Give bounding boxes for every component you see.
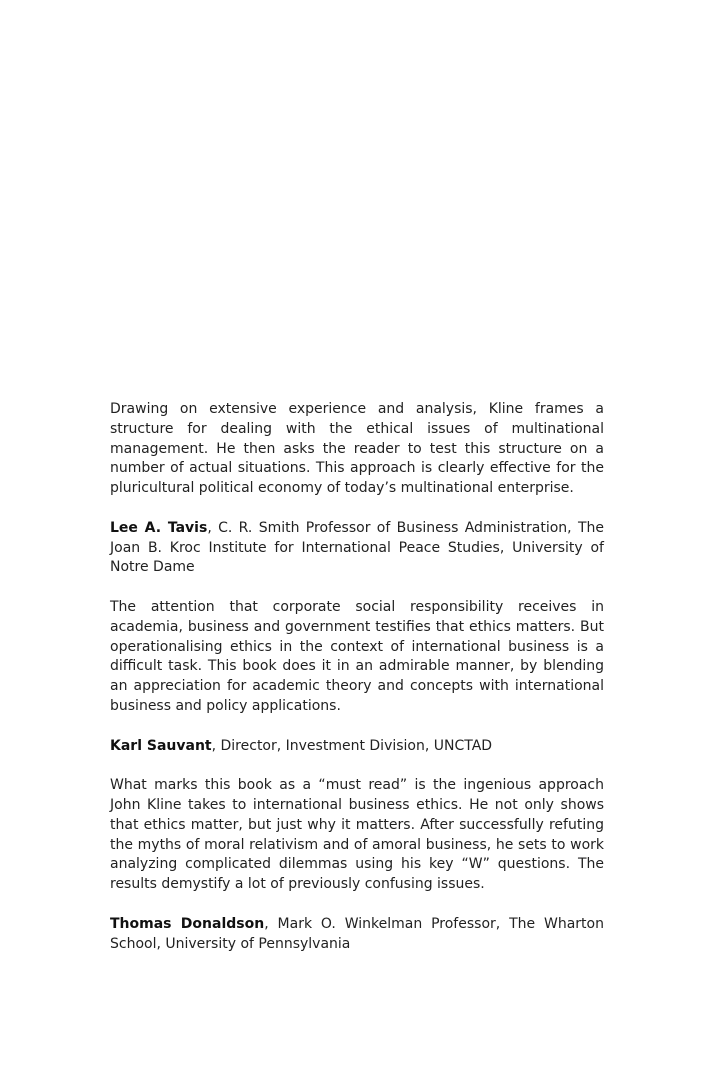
- endorsement-attribution-1: [110, 519, 604, 578]
- endorsement-quote-1: Drawing on extensive experience and analysis, Kline frames a structure for dealing with the ethical issues of multinational management. He then asks the reader to test this structure on a number of actual situations. This approach is clearly effective for the pluricultural political economy of today’s multinational enterprise.: [110, 401, 604, 497]
- endorsement-quote-3: What marks this book as a “must read” is the ingenious approach John Kline takes to international business ethics. He not only shows that ethics matter, but just why it matters. After successfully refuting the myths of moral relativism and of amoral business, he sets to work analyzing complicated dilemmas using his key “W” questions. The results demystify a lot of previously confusing issues.: [110, 777, 604, 893]
- endorsement-attribution-3: [110, 915, 604, 955]
- endorser-title-3: , Mark O. Winkelman Professor, The Wharton School, University of Pennsylvania: [110, 915, 604, 952]
- endorsement-attribution-2: [110, 737, 604, 757]
- endorser-name-3: Thomas Donaldson: [110, 915, 265, 932]
- endorsements-section: [110, 400, 604, 974]
- endorser-name-2: Karl Sauvant: [110, 737, 212, 754]
- endorser-name-1: Lee A. Tavis: [110, 519, 208, 536]
- endorser-title-2: , Director, Investment Division, UNCTAD: [211, 737, 493, 754]
- endorser-title-1: , C. R. Smith Professor of Business Administration, The Joan B. Kroc Institute for International Peace Studies, University of Notre Dame: [110, 519, 604, 576]
- endorsement-quote-2: The attention that corporate social responsibility receives in academia, business and government testifies that ethics matters. But operationalising ethics in the context of international business is a difficult task. This book does it in an admirable manner, by blending an appreciation for academic theory and concepts with international business and policy applications.: [110, 598, 604, 714]
